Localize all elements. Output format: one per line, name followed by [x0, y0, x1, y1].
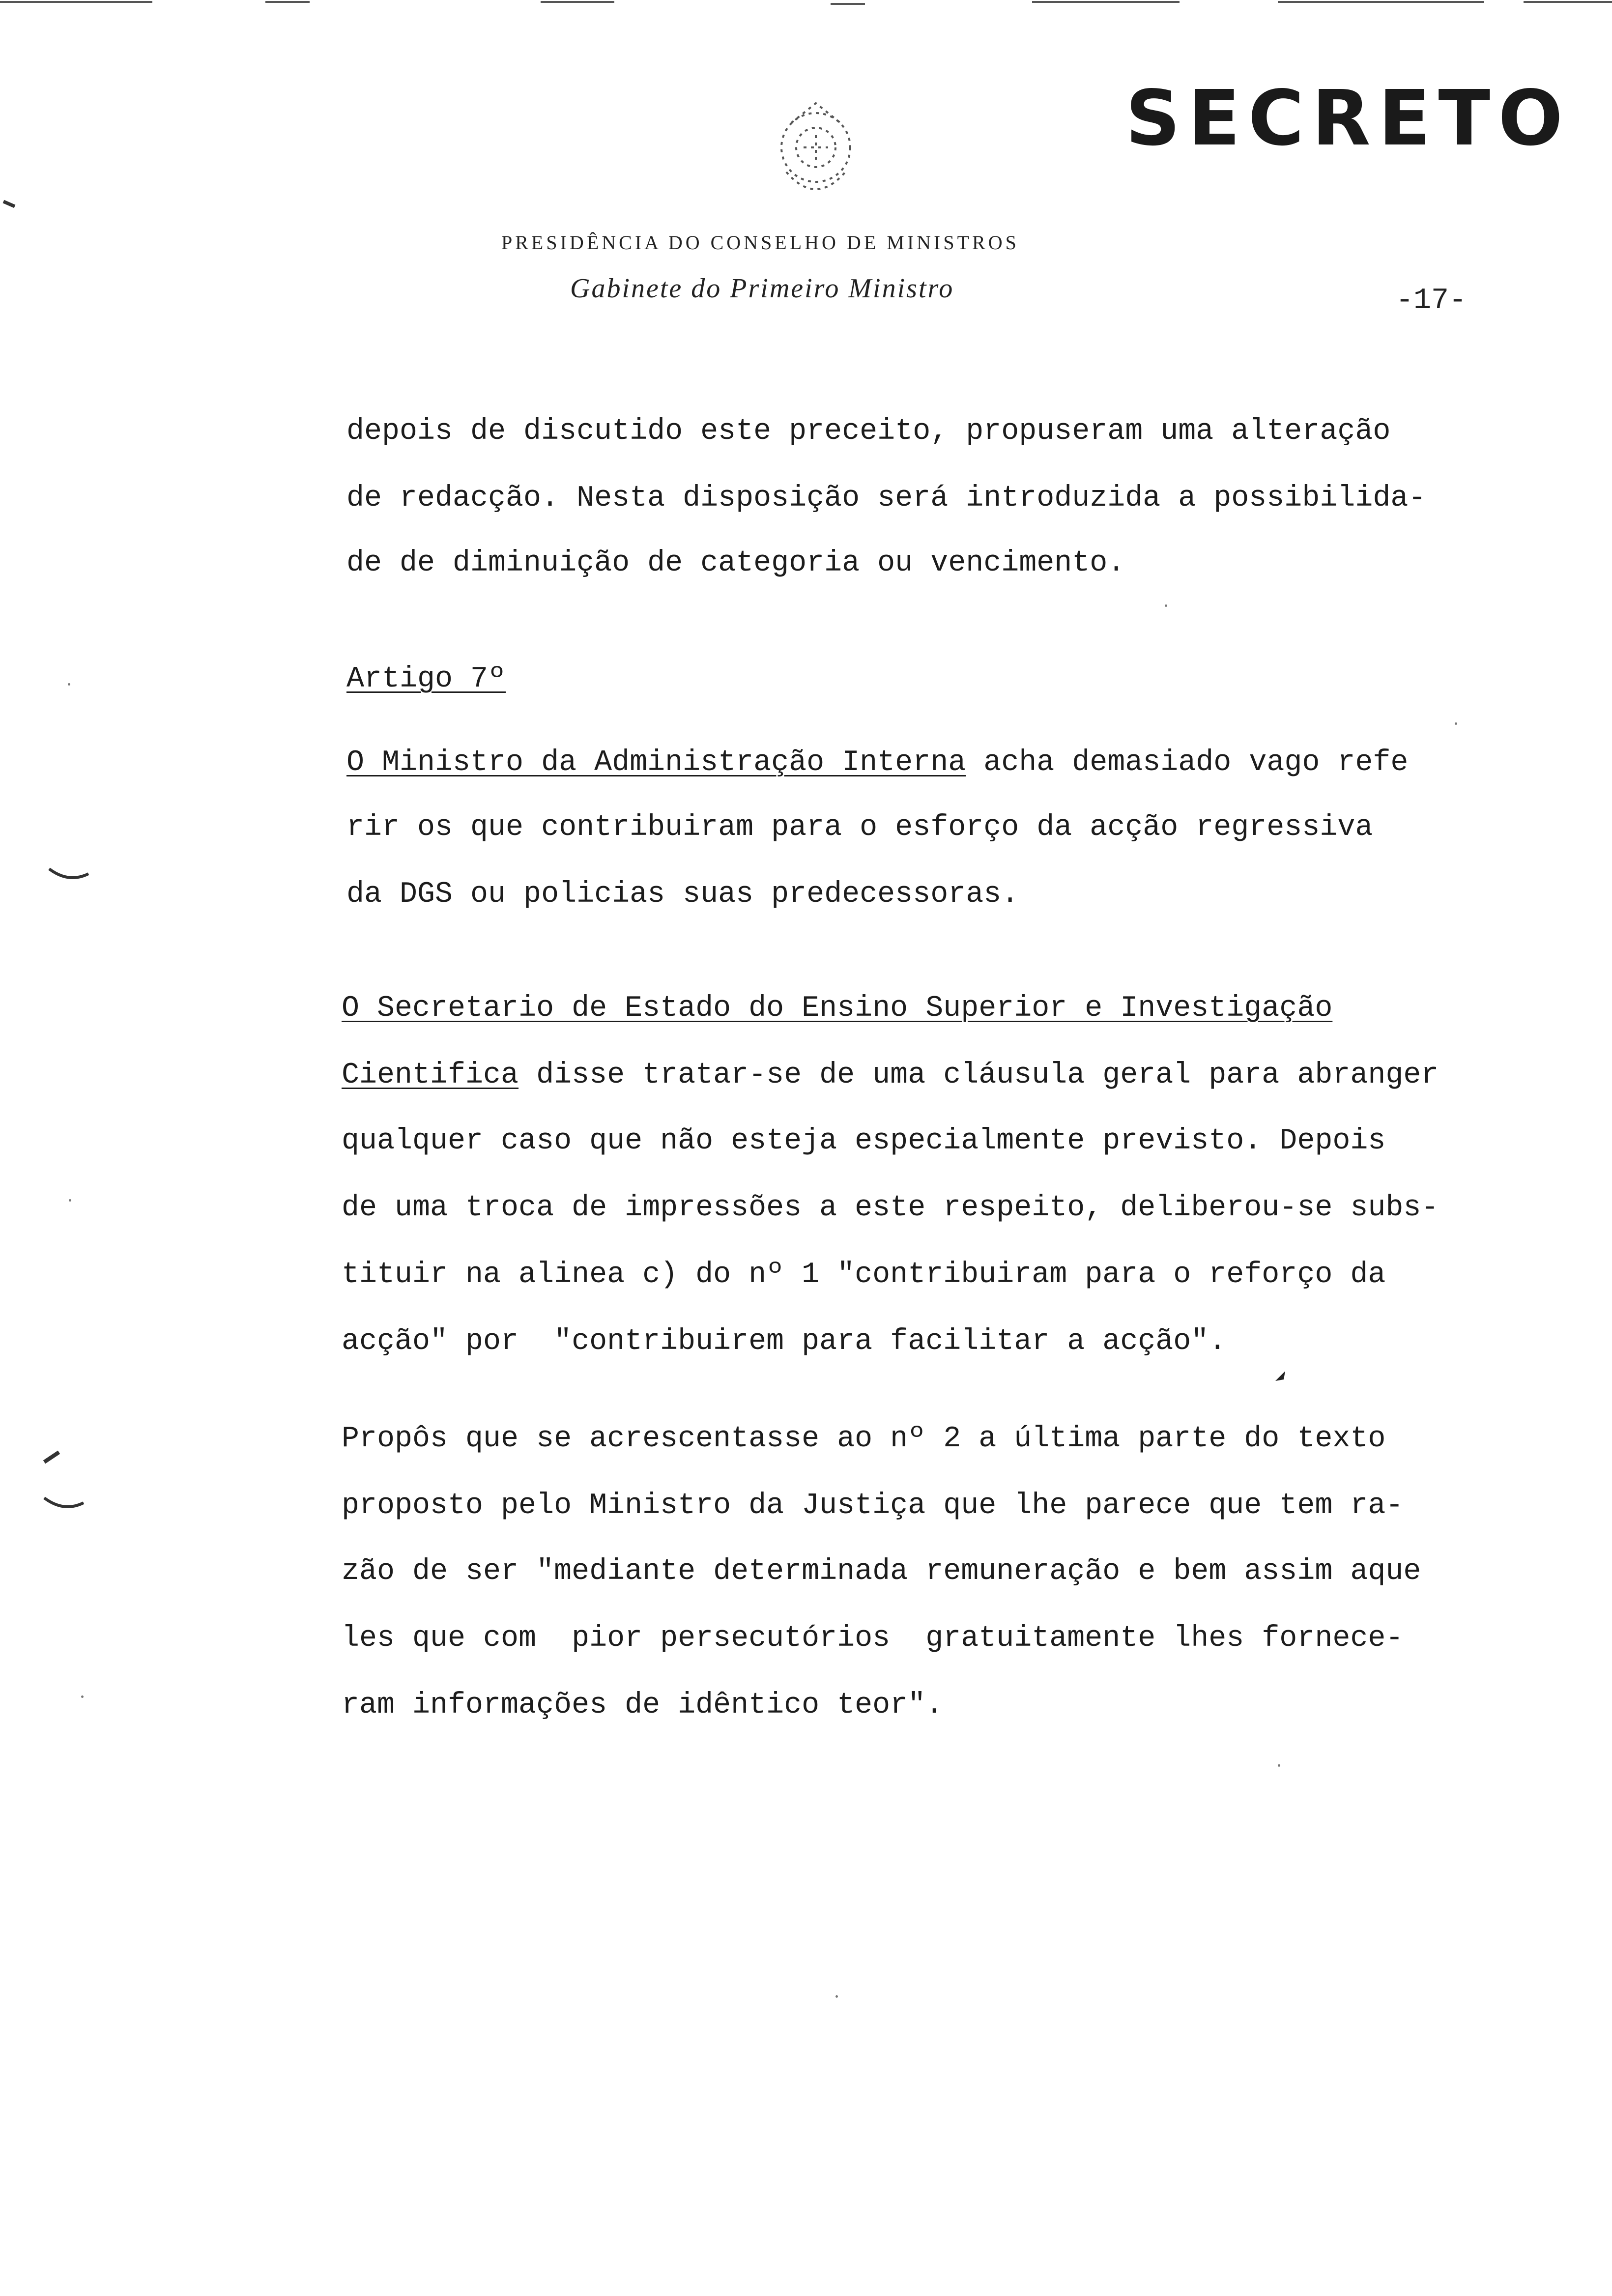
ink-blot [1273, 1369, 1288, 1383]
text-line [342, 1061, 1439, 1090]
text-line: qualquer caso que não esteja especialmente previsto. Depois [342, 1124, 1386, 1158]
coat-of-arms-seal [757, 93, 875, 211]
margin-mark [47, 865, 91, 885]
text-segment: disse tratar-se de uma cláusula geral para abranger [518, 1059, 1439, 1092]
text-line: acção" por "contribuirem para facilitar a acção". [342, 1325, 1227, 1358]
speaker-name: O Ministro da Administração Interna [346, 746, 966, 779]
margin-mark [42, 1450, 61, 1464]
text-line: Propôs que se acrescentasse ao nº 2 a última parte do texto [342, 1422, 1386, 1456]
text-line: zão de ser "mediante determinada remuneração e bem assim aque [342, 1555, 1421, 1588]
text-line: ram informações de idêntico teor". [342, 1689, 944, 1722]
speaker-name: Cientifica [342, 1059, 519, 1092]
text-line: les que com pior persecutórios gratuitamente lhes fornece- [342, 1622, 1404, 1655]
text-line: de redacção. Nesta disposição será introduzida a possibilida- [346, 482, 1426, 515]
dust-speck [1455, 722, 1457, 725]
dust-speck [81, 1695, 84, 1698]
speaker-name: O Secretario de Estado do Ensino Superior e Investigação [342, 992, 1333, 1025]
text-line: depois de discutido este preceito, propuseram uma alteração [346, 415, 1391, 448]
dust-speck [68, 683, 70, 686]
text-line: de uma troca de impressões a este respeito, deliberou-se subs- [342, 1191, 1439, 1225]
text-line [346, 748, 1408, 777]
dust-speck [69, 1199, 71, 1202]
margin-mark [42, 1494, 86, 1514]
scan-edge-marks [0, 0, 1612, 5]
text-line: tituir na alinea c) do nº 1 "contribuiram para o reforço da [342, 1258, 1386, 1292]
dust-speck [1165, 604, 1167, 607]
article-heading: Artigo 7º [346, 662, 506, 696]
text-segment: acha demasiado vago refe [966, 746, 1409, 779]
office-subheader: Gabinete do Primeiro Ministro [570, 273, 954, 304]
institution-header: PRESIDÊNCIA DO CONSELHO DE MINISTROS [501, 231, 1019, 254]
dust-speck [835, 1995, 838, 1998]
text-line: rir os que contribuiram para o esforço da acção regressiva [346, 811, 1373, 844]
text-line: da DGS ou policias suas predecessoras. [346, 878, 1019, 911]
text-line: proposto pelo Ministro da Justiça que lhe parece que tem ra- [342, 1489, 1404, 1522]
dust-speck [1278, 1764, 1280, 1767]
page-number: -17- [1396, 284, 1467, 317]
margin-mark [2, 199, 17, 209]
secret-stamp: SECRETO [1125, 74, 1571, 163]
text-line: de de diminuição de categoria ou vencimento. [346, 546, 1125, 580]
